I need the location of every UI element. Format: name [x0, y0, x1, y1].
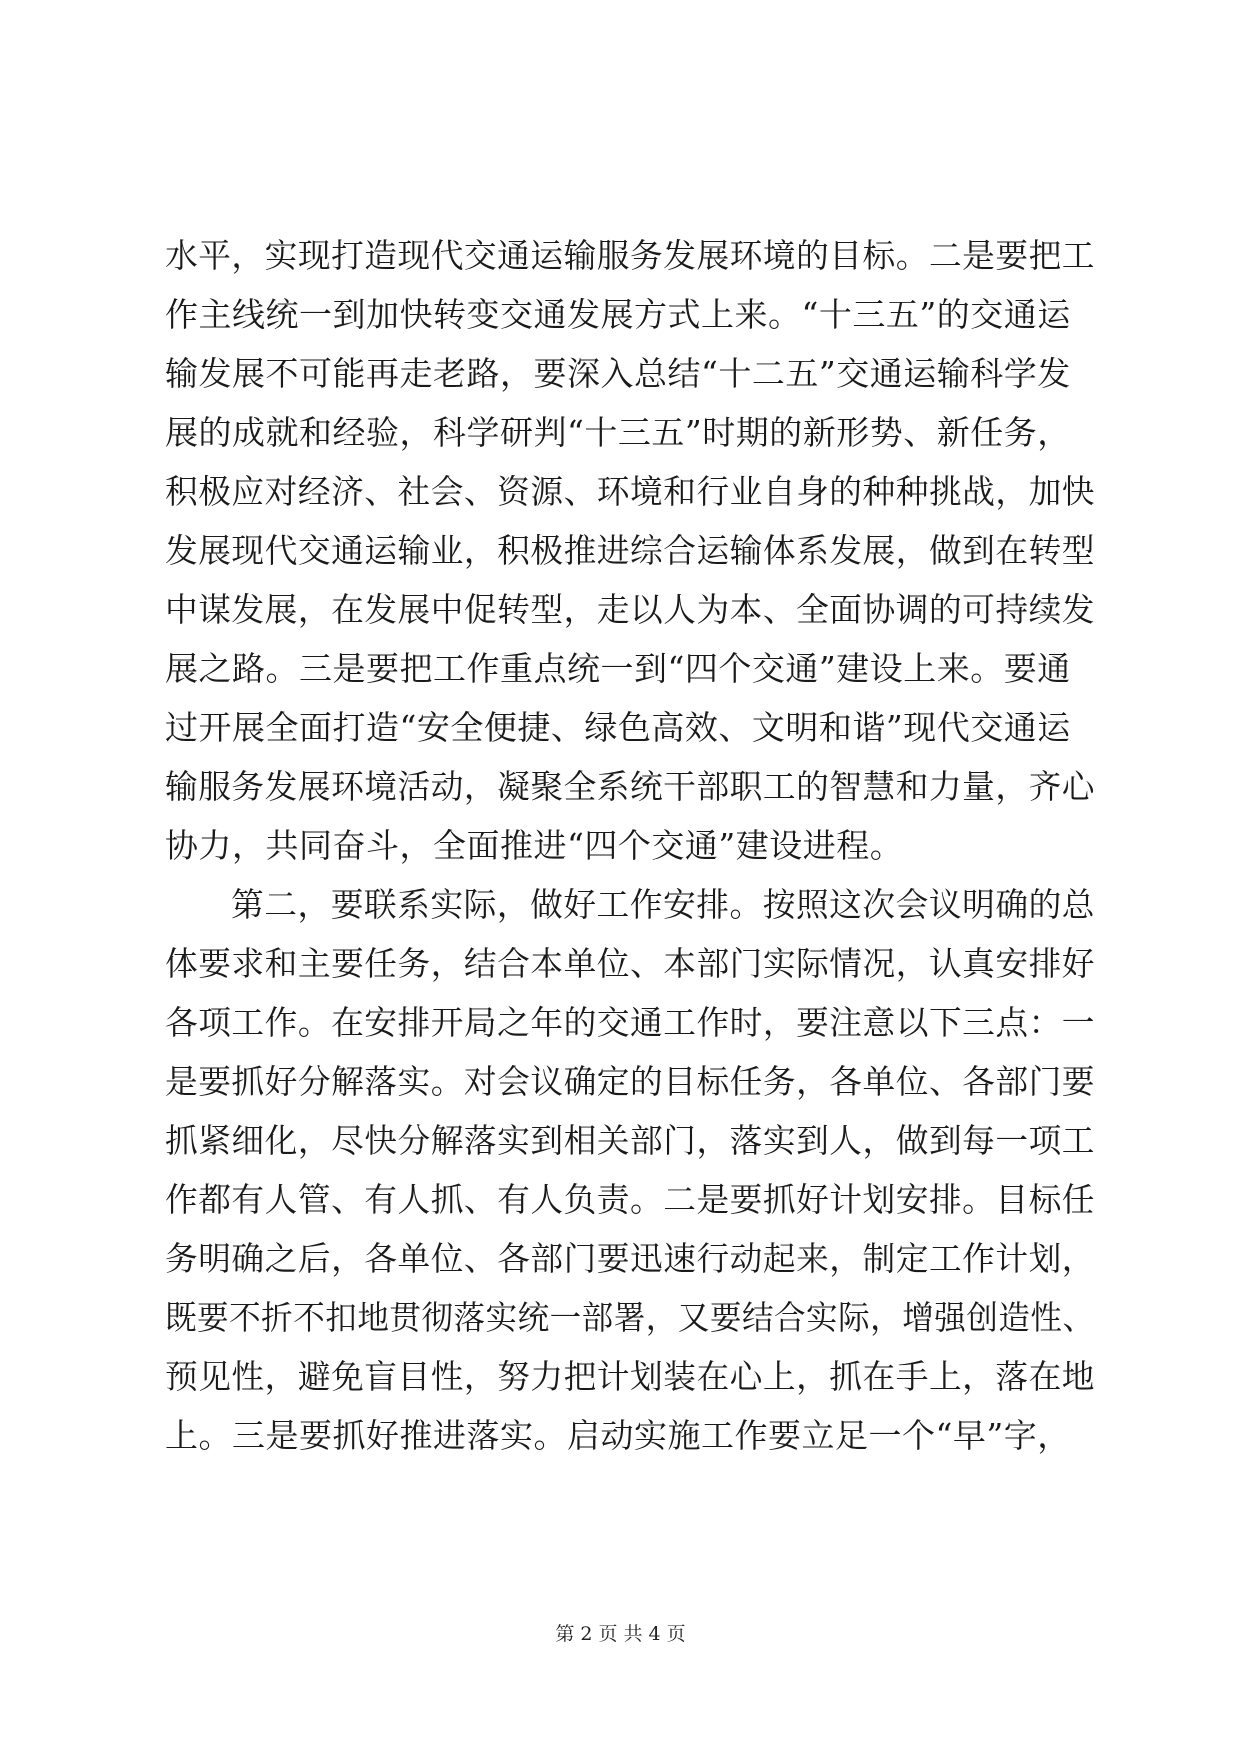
- text-line: 作都有人管、有人抓、有人负责。二是要抓好计划安排。目标任: [165, 1180, 1096, 1219]
- text-line: 水平，实现打造现代交通运输服务发展环境的目标。二是要把工: [165, 236, 1096, 275]
- text-line: 抓紧细化，尽快分解落实到相关部门，落实到人，做到每一项工: [165, 1121, 1096, 1160]
- text-line: 协力，共同奋斗，全面推进“四个交通”建设进程。: [165, 826, 904, 865]
- text-line: 作主线统一到加快转变交通发展方式上来。“十三五”的交通运: [165, 295, 1071, 334]
- text-line: 发展现代交通运输业，积极推进综合运输体系发展，做到在转型: [165, 531, 1096, 570]
- text-line: 各项工作。在安排开局之年的交通工作时，要注意以下三点：一: [165, 1003, 1096, 1042]
- text-line: 积极应对经济、社会、资源、环境和行业自身的种种挑战，加快: [165, 472, 1096, 511]
- text-line: 中谋发展，在发展中促转型，走以人为本、全面协调的可持续发: [165, 590, 1096, 629]
- text-line: 上。三是要抓好推进落实。启动实施工作要立足一个“早”字，: [165, 1416, 1071, 1455]
- text-line: 展的成就和经验，科学研判“十三五”时期的新形势、新任务，: [165, 413, 1071, 452]
- text-line: 既要不折不扣地贯彻落实统一部署，又要结合实际，增强创造性、: [165, 1298, 1095, 1337]
- text-line: 过开展全面打造“安全便捷、绿色高效、文明和谐”现代交通运: [165, 708, 1071, 747]
- text-line: 体要求和主要任务，结合本单位、本部门实际情况，认真安排好: [165, 944, 1096, 983]
- text-line: 务明确之后，各单位、各部门要迅速行动起来，制定工作计划，: [165, 1239, 1096, 1278]
- text-line: 展之路。三是要把工作重点统一到“四个交通”建设上来。要通: [165, 649, 1071, 688]
- page-number-footer: 第 2 页 共 4 页: [555, 1623, 686, 1645]
- text-line: 是要抓好分解落实。对会议确定的目标任务，各单位、各部门要: [165, 1062, 1096, 1101]
- text-line: 输服务发展环境活动，凝聚全系统干部职工的智慧和力量，齐心: [165, 767, 1096, 806]
- paragraph-start-line: 第二，要联系实际，做好工作安排。按照这次会议明确的总: [231, 885, 1096, 924]
- text-line: 预见性，避免盲目性，努力把计划装在心上，抓在手上，落在地: [165, 1357, 1096, 1396]
- text-line: 输发展不可能再走老路，要深入总结“十二五”交通运输科学发: [165, 354, 1071, 393]
